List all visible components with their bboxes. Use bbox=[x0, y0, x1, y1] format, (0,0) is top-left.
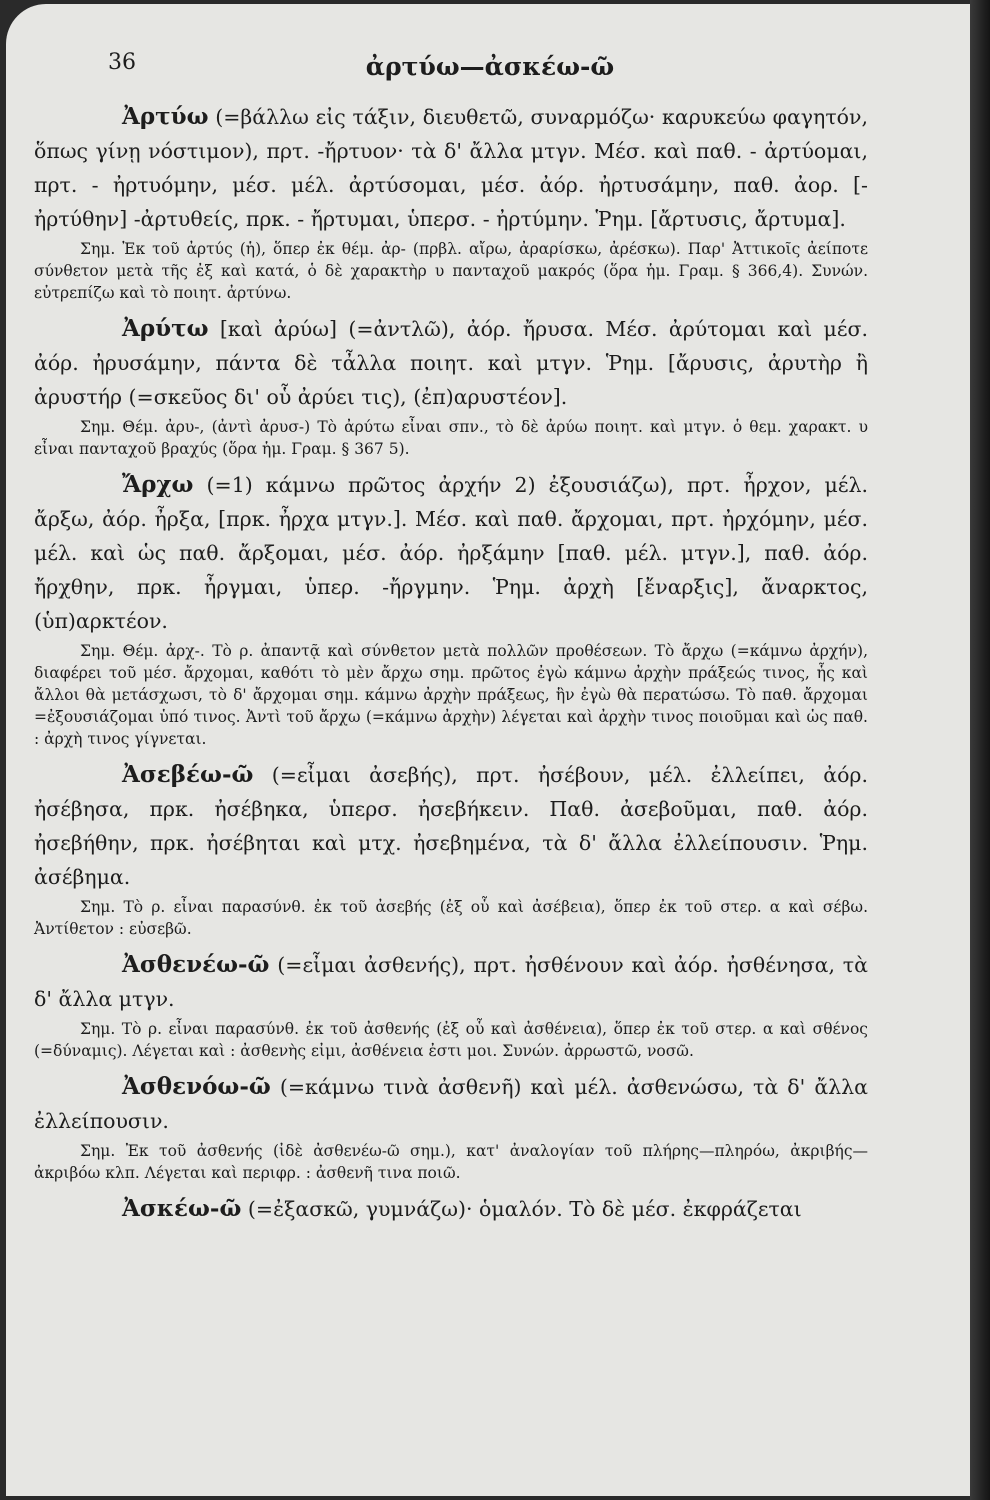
entry-aryto bbox=[34, 312, 868, 460]
note-label: Σημ. bbox=[80, 240, 116, 258]
entry-text: (=εἶμαι ἀσθενής), πρτ. ἠσθένουν καὶ ἀόρ. ἠσθένησα, τὰ δ' ἄλλα μτγν. bbox=[34, 953, 868, 1011]
entry-body bbox=[34, 312, 868, 414]
entry-text: [καὶ ἀρύω] (=ἀντλῶ), ἀόρ. ἤρυσα. Μέσ. ἀρύτομαι καὶ μέσ. ἀόρ. ἠρυσάμην, πάντα δὲ τἆλλα ποιητ. καὶ μτγν. Ῥημ. [ἄρυσις, ἀρυτὴρ ἢ ἀρυστήρ (=σκεῦος δι' οὗ ἀρύει τις), (ἐπ)αρυστέον]. bbox=[34, 317, 868, 409]
headword: Ἀσθενόω-ῶ bbox=[122, 1073, 271, 1100]
entry-note bbox=[34, 416, 868, 460]
headword: Ἄρχω bbox=[122, 471, 194, 498]
note-label: Σημ. bbox=[80, 1142, 116, 1160]
note-text: Θέμ. ἀρχ-. Τὸ ρ. ἀπαντᾷ καὶ σύνθετον μετὰ πολλῶν προθέσεων. Τὸ ἄρχω (=κάμνω ἀρχήν), διαφέρει τοῦ μέσ. ἄρχομαι, καθότι τὸ μὲν ἄρχω σημ. πρῶτος ἐγὼ κάμνω ἀρχὴν πράξεώς τινος, ἧς καὶ ἄλλοι θὰ μετάσχωσι, τὸ δ' ἄρχομαι σημ. κάμνω ἀρχὴν πράξεως, ἣν ἐγὼ θὰ περατώσω. Τὸ παθ. ἄρχομαι =ἐξουσιάζομαι ὑπό τινος. Ἀντὶ τοῦ ἄρχω (=κάμνω ἀρχὴν) λέγεται καὶ ἀρχὴν τινος ποιοῦμαι καὶ ὡς παθ. : ἀρχὴ τινος γίγνεται. bbox=[34, 642, 868, 748]
note-text: Τὸ ρ. εἶναι παρασύνθ. ἐκ τοῦ ἀσθενής (ἐξ οὗ καὶ ἀσθένεια), ὅπερ ἐκ τοῦ στερ. α καὶ σθένος (=δύναμις). Λέγεται καὶ : ἀσθενὴς εἰμι, ἀσθένεια ἐστι μοι. Συνών. ἀρρωστῶ, νοσῶ. bbox=[34, 1020, 868, 1060]
note-text: Ἐκ τοῦ ἀσθενής (ἰδὲ ἀσθενέω-ῶ σημ.), κατ' ἀναλογίαν τοῦ πλήρης—πληρόω, ἀκριβής—ἀκριβόω κλπ. Λέγεται καὶ περιφρ. : ἀσθενῆ τινα ποιῶ. bbox=[34, 1142, 868, 1182]
page-edge-shadow bbox=[970, 0, 990, 1500]
page-header bbox=[6, 50, 974, 90]
note-label: Σημ. bbox=[80, 418, 116, 436]
note-label: Σημ. bbox=[80, 1020, 116, 1038]
entry-body bbox=[34, 1070, 868, 1138]
headword: Ἀρτύω bbox=[122, 103, 209, 130]
note-label: Σημ. bbox=[80, 898, 116, 916]
entry-body bbox=[34, 758, 868, 894]
note-text: Τὸ ρ. εἶναι παρασύνθ. ἐκ τοῦ ἀσεβής (ἐξ οὗ καὶ ἀσέβεια), ὅπερ ἐκ τοῦ στερ. α καὶ σέβω. Ἀντίθετον : εὐσεβῶ. bbox=[34, 898, 868, 938]
entry-note bbox=[34, 640, 868, 750]
headword: Ἀσθενέω-ῶ bbox=[122, 951, 270, 978]
note-label: Σημ. bbox=[80, 642, 116, 660]
entry-artyo bbox=[34, 100, 868, 304]
headword: Ἀσκέω-ῶ bbox=[122, 1195, 242, 1222]
running-title: ἀρτύω—ἀσκέω-ῶ bbox=[365, 52, 615, 81]
entry-text: (=1) κάμνω πρῶτος ἀρχήν 2) ἐξουσιάζω), πρτ. ἦρχον, μέλ. ἄρξω, ἀόρ. ἦρξα, [πρκ. ἦρχα μτγν.]. Μέσ. καὶ παθ. ἄρχομαι, πρτ. ἠρχόμην, μέσ. μέλ. καὶ ὡς παθ. ἄρξομαι, μέσ. ἀόρ. ἠρξάμην [παθ. μέλ. μτγν.], παθ. ἀόρ. ἤρχθην, πρκ. ἦργμαι, ὑπερ. -ἤργμην. Ῥημ. ἀρχὴ [ἔναρξις], ἄναρκτος, (ὑπ)αρκτέον. bbox=[34, 473, 868, 633]
book-page bbox=[6, 4, 974, 1496]
dictionary-content bbox=[34, 100, 868, 1232]
entry-body bbox=[34, 948, 868, 1016]
headword: Ἀρύτω bbox=[122, 315, 209, 342]
entry-note bbox=[34, 1018, 868, 1062]
entry-asthenoo bbox=[34, 1070, 868, 1184]
entry-body bbox=[34, 1192, 868, 1226]
page-number: 36 bbox=[108, 50, 136, 75]
entry-text: (=βάλλω εἰς τάξιν, διευθετῶ, συναρμόζω· καρυκεύω φαγητόν, ὅπως γίνῃ νόστιμον), πρτ. -ἤρτυον· τὰ δ' ἄλλα μτγν. Μέσ. καὶ παθ. - ἀρτύομαι, πρτ. - ἠρτυόμην, μέσ. μέλ. ἀρτύσομαι, μέσ. ἀόρ. ἠρτυσάμην, παθ. ἀορ. [-ἠρτύθην] -ἀρτυθείς, πρκ. - ἤρτυμαι, ὑπερσ. - ἠρτύμην. Ῥημ. [ἄρτυσις, ἄρτυμα]. bbox=[34, 105, 868, 231]
entry-note bbox=[34, 238, 868, 304]
entry-asthenéo bbox=[34, 948, 868, 1062]
entry-note bbox=[34, 1140, 868, 1184]
entry-body bbox=[34, 468, 868, 638]
entry-text: (=ἐξασκῶ, γυμνάζω)· ὁμαλόν. Τὸ δὲ μέσ. ἐκφράζεται bbox=[247, 1197, 802, 1221]
entry-archo bbox=[34, 468, 868, 750]
entry-body bbox=[34, 100, 868, 236]
entry-text: (=εἶμαι ἀσεβής), πρτ. ἠσέβουν, μέλ. ἐλλείπει, ἀόρ. ἠσέβησα, πρκ. ἠσέβηκα, ὑπερσ. ἠσεβήκειν. Παθ. ἀσεβοῦμαι, παθ. ἀόρ. ἠσεβήθην, πρκ. ἠσέβηται καὶ μτχ. ἠσεβημένα, τὰ δ' ἄλλα ἐλλείπουσιν. Ῥημ. ἀσέβημα. bbox=[34, 763, 868, 889]
entry-askeo bbox=[34, 1192, 868, 1226]
headword: Ἀσεβέω-ῶ bbox=[122, 761, 254, 788]
note-text: Θέμ. ἀρυ-, (ἀντὶ ἀρυσ-) Τὸ ἀρύτω εἶναι σπν., τὸ δὲ ἀρύω ποιητ. καὶ μτγν. ὁ θεμ. χαρακτ. υ εἶναι πανταχοῦ βραχύς (ὅρα ἡμ. Γραμ. § 367 5). bbox=[34, 418, 868, 458]
entry-note bbox=[34, 896, 868, 940]
entry-text: (=κάμνω τινὰ ἀσθενῆ) καὶ μέλ. ἀσθενώσω, τὰ δ' ἄλλα ἐλλείπουσιν. bbox=[34, 1075, 868, 1133]
note-text: Ἐκ τοῦ ἀρτύς (ἡ), ὅπερ ἐκ θέμ. ἀρ- (πρβλ. αἴρω, ἀραρίσκω, ἀρέσκω). Παρ' Ἀττικοῖς ἀείποτε σύνθετον μετὰ τῆς ἐξ καὶ κατά, ὁ δὲ χαρακτὴρ υ πανταχοῦ μακρός (ὅρα ἡμ. Γραμ. § 366,4). Συνών. εὐτρεπίζω καὶ τὸ ποιητ. ἀρτύνω. bbox=[34, 240, 868, 302]
entry-asebeo bbox=[34, 758, 868, 940]
